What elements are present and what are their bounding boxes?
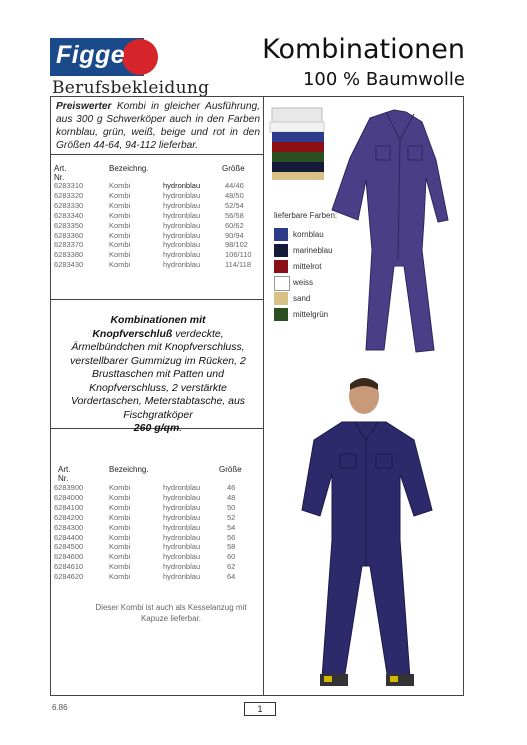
cell-color: hydronblau xyxy=(163,542,201,552)
intro-body: Kombi in gleicher Ausführung, aus 300 g Schwerköper auch in den Farben kornblau, grün, weiß, beige und rot in den Größen 44-64, 94-112 lieferbar. xyxy=(56,101,260,151)
folded-garments-image xyxy=(270,108,324,180)
color-legend-label: lieferbare Farben: xyxy=(274,211,338,220)
worker-in-coverall-image xyxy=(302,378,432,686)
cell-size: 46 xyxy=(227,483,236,492)
color-swatch xyxy=(274,292,288,305)
cell-bez: Kombi xyxy=(109,220,131,230)
cell-bez: Kombi xyxy=(109,230,131,240)
cell-color: hydronblau xyxy=(163,512,201,522)
cell-art: 6284300 xyxy=(54,522,84,532)
col-header-size: Größe xyxy=(222,164,245,173)
desc-weight-suffix: . xyxy=(179,422,183,434)
cell-art: 6283350 xyxy=(54,220,84,230)
desc-heading: Kombinationen mit xyxy=(110,314,206,326)
cell-color: hydronblau xyxy=(163,532,201,542)
cell-size: 90/94 xyxy=(225,230,244,240)
cell-size: 60/62 xyxy=(225,220,244,230)
col-header-bez: Bezeichng. xyxy=(109,164,149,173)
col-header-bez: Bezeichng. xyxy=(109,465,149,474)
cell-art: 6283430 xyxy=(54,260,84,270)
cell-color: hydronblau xyxy=(163,502,201,512)
cell-color: hydronblau xyxy=(163,492,201,502)
logo-text: Figge xyxy=(56,41,126,69)
cell-size: 56 xyxy=(227,532,236,542)
cell-size: 98/102 xyxy=(225,240,248,250)
cell-art: 6283380 xyxy=(54,250,84,260)
cell-art: 6283360 xyxy=(54,230,84,240)
cell-art: 6283370 xyxy=(54,240,84,250)
cell-size: 60 xyxy=(227,552,236,562)
catalog-code: 6.86 xyxy=(52,703,68,712)
cell-size: 52 xyxy=(227,512,236,522)
cell-color: hydronblau xyxy=(163,200,201,210)
cell-art: 6284400 xyxy=(54,532,84,542)
cell-size: 64 xyxy=(227,572,236,582)
cell-size: 54 xyxy=(227,522,236,532)
cell-bez: Kombi xyxy=(109,502,131,512)
coverall-image xyxy=(332,110,448,352)
product-description xyxy=(58,314,258,436)
page-title: Kombinationen xyxy=(262,34,465,65)
cell-bez: Kombi xyxy=(109,260,131,270)
availability-note: Dieser Kombi ist auch als Kesselanzug mit Kapuze lieferbar. xyxy=(95,603,247,623)
cell-bez: Kombi xyxy=(109,532,131,542)
cell-bez: Kombi xyxy=(109,240,131,250)
figge-logo xyxy=(50,38,162,76)
desc-bold-start: Knopfverschluß xyxy=(92,327,173,340)
divider xyxy=(50,299,263,300)
page-material: 100 % Baumwolle xyxy=(302,69,465,90)
cell-art: 6283340 xyxy=(54,210,84,220)
cell-art: 6284620 xyxy=(54,572,84,582)
cell-size: 56/58 xyxy=(225,210,244,220)
intro-text xyxy=(56,100,260,152)
intro-lead: Preiswerter xyxy=(56,101,112,112)
cell-color: hydronblau xyxy=(163,552,201,562)
cell-art: 6284200 xyxy=(54,512,84,522)
cell-color: hydronblau xyxy=(163,483,201,492)
cell-color: hydronblau xyxy=(163,250,201,260)
cell-size: 114/118 xyxy=(225,260,251,270)
color-swatch xyxy=(274,308,288,321)
cell-bez: Kombi xyxy=(109,492,131,502)
cell-art: 6284100 xyxy=(54,502,84,512)
color-swatch xyxy=(274,260,288,273)
page-number: 1 xyxy=(244,702,276,716)
cell-size: 50 xyxy=(227,502,236,512)
cell-color: hydronblau xyxy=(163,230,201,240)
color-swatch-label: mittelgrün xyxy=(293,310,329,319)
model-photo xyxy=(282,370,452,692)
cell-color: hydronblau xyxy=(163,522,201,532)
cell-art: 6284610 xyxy=(54,562,84,572)
cell-art: 6284500 xyxy=(54,542,84,552)
divider xyxy=(50,154,263,155)
cell-bez: Kombi xyxy=(109,522,131,532)
cell-color: hydronblau xyxy=(163,240,201,250)
col-header-art: Art. Nr. xyxy=(58,465,71,483)
cell-bez: Kombi xyxy=(109,542,131,552)
cell-color: hydronblau xyxy=(163,210,201,220)
col-header-size: Größe xyxy=(219,465,242,474)
cell-bez: Kombi xyxy=(109,190,131,200)
cell-bez: Kombi xyxy=(109,210,131,220)
color-swatch xyxy=(274,276,290,291)
cell-color: hydronblau xyxy=(163,181,201,190)
cell-size: 106/110 xyxy=(225,250,252,260)
cell-size: 48/50 xyxy=(225,190,244,200)
cell-art: 6284600 xyxy=(54,552,84,562)
cell-size: 58 xyxy=(227,542,236,552)
cell-bez: Kombi xyxy=(109,250,131,260)
logo-red-circle xyxy=(122,39,158,75)
cell-size: 44/46 xyxy=(225,181,244,190)
cell-bez: Kombi xyxy=(109,552,131,562)
cell-bez: Kombi xyxy=(109,512,131,522)
color-swatch-label: mittelrot xyxy=(293,262,322,271)
cell-color: hydronblau xyxy=(163,190,201,200)
brand-subtitle: Berufsbekleidung xyxy=(52,78,210,98)
color-swatch xyxy=(274,228,288,241)
cell-bez: Kombi xyxy=(109,572,131,582)
cell-bez: Kombi xyxy=(109,483,131,492)
desc-weight: 260 g/qm xyxy=(133,422,180,434)
cell-color: hydronblau xyxy=(163,572,201,582)
cell-size: 52/54 xyxy=(225,200,244,210)
color-swatch xyxy=(274,244,288,257)
cell-art: 6283900 xyxy=(54,483,84,492)
cell-bez: Kombi xyxy=(109,181,131,190)
cell-art: 6283320 xyxy=(54,190,84,200)
color-swatch-label: marineblau xyxy=(293,246,333,255)
color-swatch-label: weiss xyxy=(293,278,314,287)
col-header-art: Art. Nr. xyxy=(54,164,67,182)
color-swatch-label: sand xyxy=(293,294,311,303)
cell-size: 62 xyxy=(227,562,236,572)
color-swatch-label: kornblau xyxy=(293,230,324,239)
cell-color: hydronblau xyxy=(163,260,201,270)
cell-size: 48 xyxy=(227,492,236,502)
cell-color: hydronblau xyxy=(163,220,201,230)
cell-art: 6283330 xyxy=(54,200,84,210)
cell-color: hydronblau xyxy=(163,562,201,572)
cell-art: 6284000 xyxy=(54,492,84,502)
desc-body: verdeckte, Ärmelbündchen mit Knopfverschluss, verstellbarer Gummizug im Rücken, 2 Brusttaschen mit Patten und Knopfverschluss, 2 verstärkte Vordertaschen, Meterstabtasche, aus Fischgratköper xyxy=(70,327,246,421)
cell-bez: Kombi xyxy=(109,562,131,572)
cell-bez: Kombi xyxy=(109,200,131,210)
cell-art: 6283310 xyxy=(54,181,84,190)
